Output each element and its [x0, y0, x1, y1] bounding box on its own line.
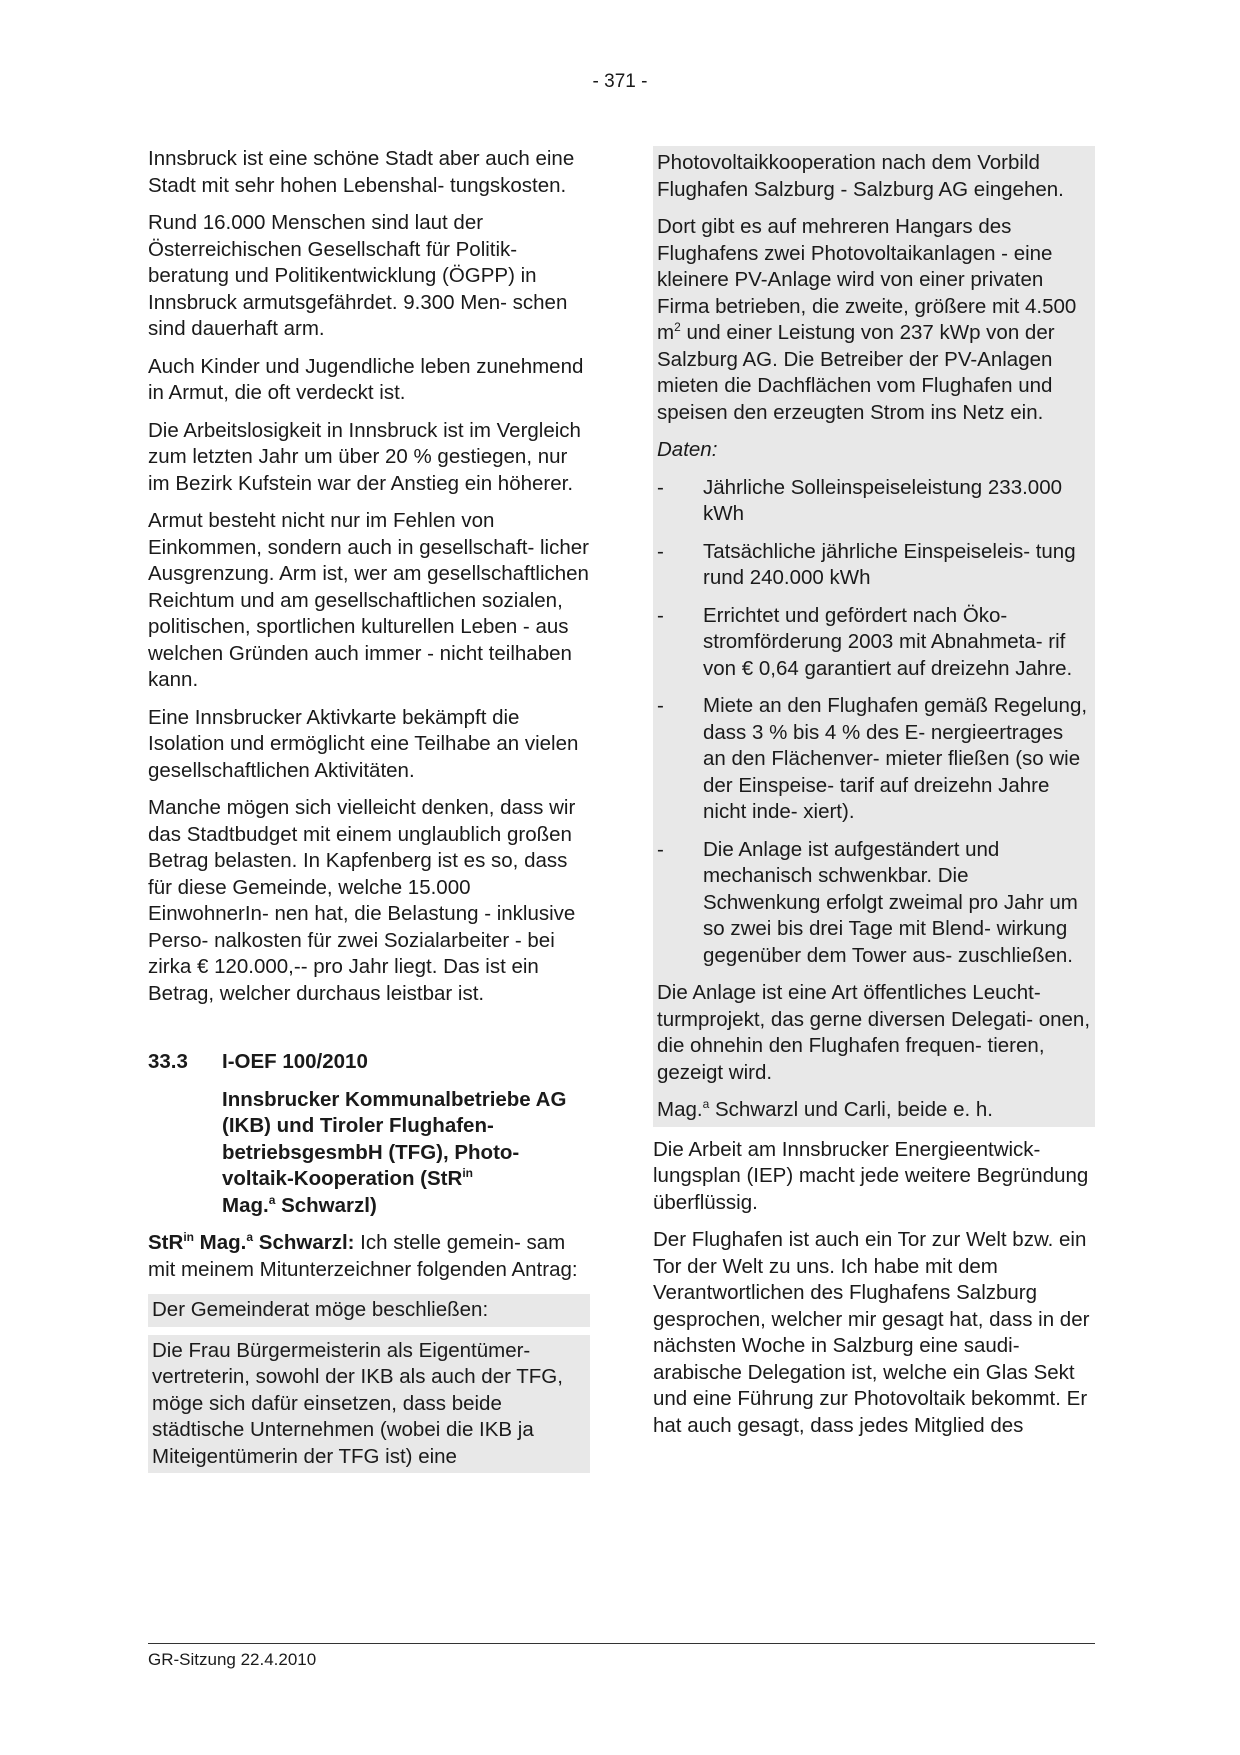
list-item: - Die Anlage ist aufgeständert und mechanisch schwenkbar. Die Schwenkung erfolgt zweimal pro Jahr um so zwei bis drei Tage mit Blend- wirkung gegenüber dem Tower aus- zuschließen. — [657, 837, 1078, 967]
paragraph: Dort gibt es auf mehreren Hangars des Flughafens zwei Photovoltaikanlagen - eine kleinere PV-Anlage wird von einer privaten Firma betrieben, die zweite, größere mit 4.500 $m^2$ und einer Leistung von 237 kWp von der Salzburg AG. Die Betreiber der PV-Anlagen mieten die Dachflächen vom Flughafen und speisen den erzeugten Strom ins Netz ein. — [657, 215, 1077, 424]
paragraph: Armut besteht nicht nur im Fehlen von Einkommen, sondern auch in gesellschaft- licher Ausgrenzung. Arm ist, wer am gesellschaftlichen Reichtum und am gesellschaftlichen sozialen, politischen, sportlichen kulturellen Leben - aus welchen Gründen auch immer - nicht teilhaben kann. — [148, 509, 589, 691]
paragraph: Auch Kinder und Jugendliche leben zunehmend in Armut, die oft verdeckt ist. — [148, 354, 584, 404]
paragraph: Die Anlage ist eine Art öffentliches Leucht- turmprojekt, das gerne diversen Delegati- onen, die ohnehin den Flughafen frequen- tieren, gezeigt wird. — [657, 981, 1091, 1084]
paragraph: Der Flughafen ist auch ein Tor zur Welt bzw. ein Tor der Welt zu uns. Ich habe mit dem Verantwortlichen des Flughafens Salzburg gesprochen, welcher mir gesagt hat, dass in der nächsten Woche in Salzburg eine saudi-arabische Delegation ist, welche ein Glas Sekt und eine Führung zur Photovoltaik bekommt. Er hat auch gesagt, dass jedes Mitglied des — [653, 1228, 1090, 1437]
motion-heading: Der Gemeinderat möge beschließen: — [148, 1294, 590, 1327]
paragraph: Photovoltaikkooperation nach dem Vorbild Flughafen Salzburg - Salzburg AG eingehen. — [657, 151, 1064, 201]
list-item: - Jährliche Solleinspeiseleistung 233.000 kWh — [657, 475, 1062, 525]
section-number: 33.3 — [148, 1050, 188, 1073]
section-code: I-OEF 100/2010 — [222, 1050, 368, 1073]
list-item: - Tatsächliche jährliche Einspeiseleis- tung rund 240.000 kWh — [657, 539, 1076, 589]
paragraph: Innsbruck ist eine schöne Stadt aber auch eine Stadt mit sehr hohen Lebenshal- tungskosten. — [148, 147, 575, 197]
signature-line: Mag.$^a$ Schwarzl und Carli, beide e. h. — [657, 1097, 993, 1121]
section-title: Innsbrucker Kommunalbetriebe AG (IKB) und Tiroler Flughafen- betriebsgesmbH (TFG), Photo- voltaik-Kooperation (StR$^{in}$ Mag.$^a$ Schwarzl) — [222, 1087, 567, 1217]
motion-body: Die Frau Bürgermeisterin als Eigentümer- vertreterin, sowohl der IKB als auch der TFG, möge sich dafür einsetzen, dass beide städtische Unternehmen (wobei die IKB ja Miteigentümerin der TFG ist) eine — [148, 1335, 590, 1474]
section-heading — [148, 1049, 590, 1076]
list-item: - Miete an den Flughafen gemäß Regelung, dass 3 % bis 4 % des E- nergieertrages an den Flächenver- mieter fließen (so wie der Einspeise- tarif auf dreizehn Jahre nicht inde- xiert). — [657, 694, 1088, 823]
data-label: Daten: — [657, 438, 718, 461]
left-column — [148, 146, 590, 1473]
paragraph: Eine Innsbrucker Aktivkarte bekämpft die Isolation und ermöglicht eine Teilhabe an vielen gesellschaftlichen Aktivitäten. — [148, 705, 579, 782]
motion-continuation — [653, 146, 1095, 1127]
paragraph: Die Arbeitslosigkeit in Innsbruck ist im Vergleich zum letzten Jahr um über 20 % gestiegen, nur im Bezirk Kufstein war der Anstieg ein höherer. — [148, 418, 581, 495]
right-column — [653, 146, 1095, 1450]
footer-divider — [148, 1643, 1095, 1644]
paragraph: Rund 16.000 Menschen sind laut der Österreichischen Gesellschaft für Politik- beratung und Politikentwicklung (ÖGPP) in Innsbruck armutsgefährdet. 9.300 Men- schen sind dauerhaft arm. — [148, 211, 568, 340]
speaker-paragraph: StR$^{in}$ Mag.$^a$ Schwarzl: Ich stelle gemein- sam mit meinem Mitunterzeichner folgenden Antrag: — [148, 1230, 578, 1281]
page-number: - 371 - — [592, 71, 648, 92]
list-item: - Errichtet und gefördert nach Öko- stromförderung 2003 mit Abnahmeta- rif von € 0,64 garantiert auf dreizehn Jahre. — [657, 603, 1073, 680]
paragraph: Manche mögen sich vielleicht denken, dass wir das Stadtbudget mit einem unglaublich großen Betrag belasten. In Kapfenberg ist es so, dass für diese Gemeinde, welche 15.000 EinwohnerIn- nen hat, die Belastung - inklusive Perso- nalkosten für zwei Sozialarbeiter - bei zirka € 120.000,-- pro Jahr liegt. Das ist ein Betrag, welcher durchaus leistbar ist. — [148, 796, 576, 1005]
footer-text: GR-Sitzung 22.4.2010 — [148, 1650, 317, 1669]
paragraph: Die Arbeit am Innsbrucker Energieentwick- lungsplan (IEP) macht jede weitere Begründung überflüssig. — [653, 1137, 1089, 1214]
speaker-name: StR$^{in}$ Mag.$^a$ Schwarzl: — [148, 1230, 355, 1254]
